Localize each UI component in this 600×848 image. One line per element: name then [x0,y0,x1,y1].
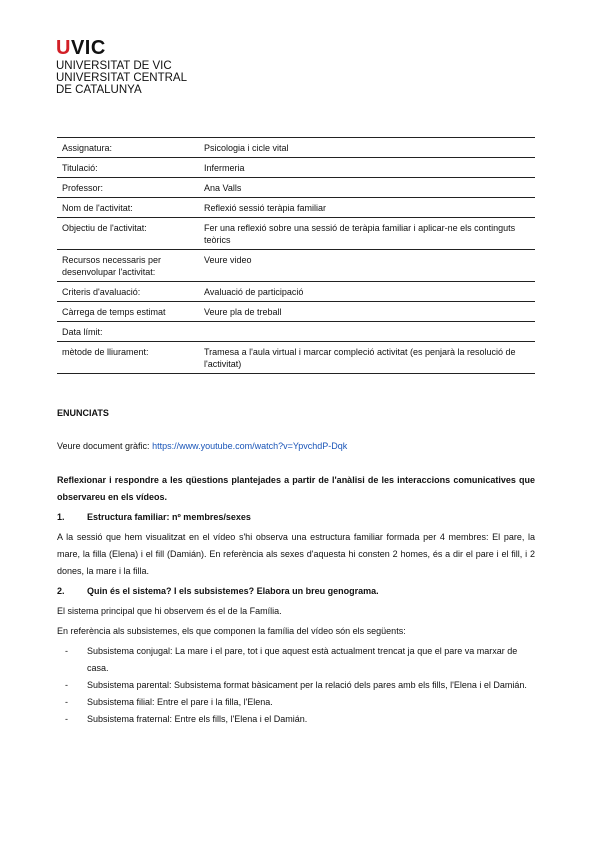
section-heading: ENUNCIATS [57,408,109,418]
question-2-title: 2. Quin és el sistema? I els subsistemes? Elabora un breu genograma. [57,586,379,596]
document-link-line: Veure document gràfic: https://www.youtube.com/watch?v=YpvchdP-Dqk [57,441,348,451]
table-row: Titulació: Infermeria [57,158,535,178]
table-row: Recursos necessaris per desenvolupar l'activitat: Veure video [57,250,535,282]
table-row: Assignatura: Psicologia i cicle vital [57,138,535,158]
table-row: mètode de lliurament: Tramesa a l'aula virtual i marcar compleció activitat (es penjarà la resolució de l'activitat) [57,342,535,374]
table-row: Objectiu de l'activitat: Fer una reflexió sobre una sessió de teràpia familiar i aplicar-ne els continguts teòrics [57,218,535,250]
statement-section [57,405,535,728]
youtube-link[interactable]: https://www.youtube.com/watch?v=YpvchdP-Dqk [152,441,348,451]
table-row: Data límit: [57,322,535,342]
list-item: - Subsistema fraternal: Entre els fills, l'Elena i el Damián. [65,714,308,724]
question-1-title: 1. Estructura familiar: nº membres/sexes [57,512,251,522]
logo-text: UNIVERSITAT DE VIC UNIVERSITAT CENTRAL DE CATALUNYA [56,60,187,96]
uvic-logo [56,38,187,96]
list-item: - Subsistema conjugal: La mare i el pare, tot i que aquest està actualment trencat ja que el pare va marxar de casa. [65,646,518,673]
list-item: - Subsistema parental: Subsistema format bàsicament per la relació dels pares amb els fills, l'Elena i el Damián. [65,680,527,690]
question-2-paragraph-2: En referència als subsistemes, els que componen la família del vídeo són els següents: [57,626,406,636]
logo-mark: UVIC [56,37,106,59]
question-1-answer: A la sessió que hem visualitzat en el vídeo s'hi observa una estructura familiar formada per 4 membres: El pare, la mare, la filla (Elena) i el fill (Damián). En referència als sexes d'aquesta hi consten 2 homes, és a dir el pare i el fill, i 2 dones, la mare i la filla. [57,532,535,576]
table-row: Càrrega de temps estimat Veure pla de treball [57,302,535,322]
table-row: Professor: Ana Valls [57,178,535,198]
table-row: Criteris d'avaluació: Avaluació de participació [57,282,535,302]
subsystem-list [57,643,535,728]
activity-info-table [57,137,535,374]
question-2-paragraph-1: El sistema principal que hi observem és el de la Família. [57,606,282,616]
list-item: - Subsistema filial: Entre el pare i la filla, l'Elena. [65,697,273,707]
table-row: Nom de l'activitat: Reflexió sessió teràpia familiar [57,198,535,218]
intro-paragraph: Reflexionar i respondre a les qüestions plantejades a partir de l'anàlisi de les interaccions comunicatives que observareu en els vídeos. [57,475,535,502]
